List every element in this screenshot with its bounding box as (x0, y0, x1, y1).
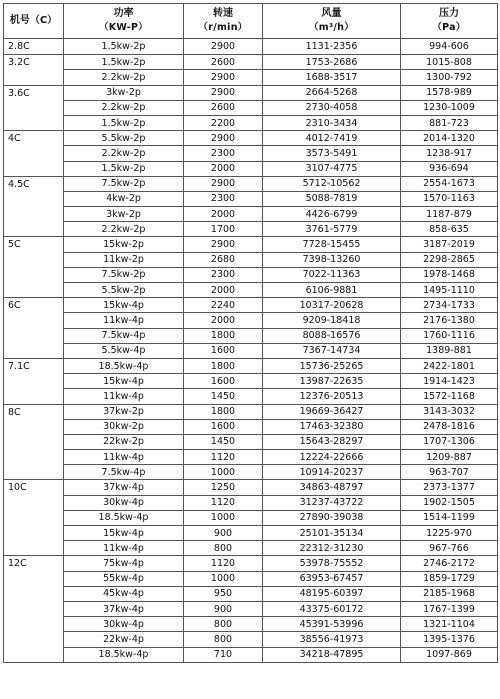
speed-cell: 2300 (184, 191, 263, 206)
header-pressure (401, 4, 498, 39)
power-cell: 2.2kw-2p (64, 100, 184, 115)
pressure-cell: 963-707 (401, 465, 498, 480)
speed-cell: 2000 (184, 283, 263, 298)
table-row (4, 617, 498, 632)
power-cell: 15kw-2p (64, 237, 184, 252)
fan-spec-table (3, 3, 498, 663)
table-row (4, 222, 498, 237)
flow-cell: 4012-7419 (263, 131, 401, 146)
model-cell: 2.8C (4, 39, 64, 55)
table-row (4, 434, 498, 449)
table-row (4, 419, 498, 434)
flow-cell: 7728-15455 (263, 237, 401, 252)
speed-cell: 1700 (184, 222, 263, 237)
model-cell: 3.6C (4, 85, 64, 131)
flow-cell: 7367-14734 (263, 343, 401, 358)
speed-cell: 1450 (184, 389, 263, 404)
speed-cell: 1800 (184, 358, 263, 373)
table-row (4, 601, 498, 616)
speed-cell: 1600 (184, 419, 263, 434)
flow-cell: 12224-22666 (263, 450, 401, 465)
table-row (4, 237, 498, 252)
power-cell: 30kw-4p (64, 617, 184, 632)
table-body (4, 39, 498, 663)
header-speed (184, 4, 263, 39)
flow-cell: 7398-13260 (263, 252, 401, 267)
table-row (4, 252, 498, 267)
power-cell: 4kw-2p (64, 191, 184, 206)
speed-cell: 2300 (184, 146, 263, 161)
table-row (4, 191, 498, 206)
speed-cell: 1000 (184, 465, 263, 480)
power-cell: 30kw-2p (64, 419, 184, 434)
flow-cell: 25101-35134 (263, 526, 401, 541)
flow-cell: 9209-18418 (263, 313, 401, 328)
table-row (4, 450, 498, 465)
pressure-cell: 1767-1399 (401, 601, 498, 616)
pressure-cell: 1300-792 (401, 70, 498, 85)
table-row (4, 115, 498, 130)
speed-cell: 2000 (184, 313, 263, 328)
flow-cell: 43375-60172 (263, 601, 401, 616)
power-cell: 2.2kw-2p (64, 222, 184, 237)
speed-cell: 2900 (184, 70, 263, 85)
pressure-cell: 881-723 (401, 115, 498, 130)
table-row (4, 495, 498, 510)
speed-cell: 1120 (184, 556, 263, 571)
power-cell: 37kw-4p (64, 480, 184, 495)
pressure-cell: 1225-970 (401, 526, 498, 541)
power-cell: 45kw-4p (64, 586, 184, 601)
speed-cell: 710 (184, 647, 263, 662)
power-cell: 18.5kw-4p (64, 358, 184, 373)
pressure-cell: 1389-881 (401, 343, 498, 358)
flow-cell: 15736-25265 (263, 358, 401, 373)
speed-cell: 1450 (184, 434, 263, 449)
power-cell: 15kw-4p (64, 526, 184, 541)
flow-cell: 2664-5268 (263, 85, 401, 100)
table-row (4, 100, 498, 115)
flow-cell: 10914-20237 (263, 465, 401, 480)
power-cell: 2.2kw-2p (64, 146, 184, 161)
header-pressure-unit: （Pa） (432, 22, 466, 33)
header-pressure-label: 压力 (439, 8, 459, 19)
speed-cell: 2900 (184, 131, 263, 146)
power-cell: 3kw-2p (64, 85, 184, 100)
table-row (4, 465, 498, 480)
power-cell: 11kw-4p (64, 450, 184, 465)
flow-cell: 3761-5779 (263, 222, 401, 237)
speed-cell: 1120 (184, 450, 263, 465)
pressure-cell: 2014-1320 (401, 131, 498, 146)
speed-cell: 2240 (184, 298, 263, 313)
pressure-cell: 1902-1505 (401, 495, 498, 510)
power-cell: 75kw-4p (64, 556, 184, 571)
power-cell: 7.5kw-2p (64, 176, 184, 191)
speed-cell: 1800 (184, 328, 263, 343)
table-row (4, 55, 498, 70)
speed-cell: 950 (184, 586, 263, 601)
speed-cell: 2000 (184, 161, 263, 176)
pressure-cell: 2176-1380 (401, 313, 498, 328)
pressure-cell: 1859-1729 (401, 571, 498, 586)
pressure-cell: 1209-887 (401, 450, 498, 465)
speed-cell: 800 (184, 541, 263, 556)
speed-cell: 1800 (184, 404, 263, 419)
flow-cell: 3573-5491 (263, 146, 401, 161)
power-cell: 2.2kw-2p (64, 70, 184, 85)
pressure-cell: 1187-879 (401, 207, 498, 222)
header-power (64, 4, 184, 39)
speed-cell: 1120 (184, 495, 263, 510)
pressure-cell: 967-766 (401, 541, 498, 556)
table-row (4, 374, 498, 389)
table-row (4, 480, 498, 495)
pressure-cell: 1570-1163 (401, 191, 498, 206)
speed-cell: 1000 (184, 571, 263, 586)
pressure-cell: 1578-989 (401, 85, 498, 100)
power-cell: 1.5kw-2p (64, 115, 184, 130)
speed-cell: 2900 (184, 237, 263, 252)
flow-cell: 34218-47895 (263, 647, 401, 662)
flow-cell: 63953-67457 (263, 571, 401, 586)
flow-cell: 38556-41973 (263, 632, 401, 647)
flow-cell: 1688-3517 (263, 70, 401, 85)
header-model-label: 机号（C） (9, 15, 58, 26)
power-cell: 7.5kw-4p (64, 328, 184, 343)
pressure-cell: 1707-1306 (401, 434, 498, 449)
pressure-cell: 2422-1801 (401, 358, 498, 373)
pressure-cell: 2554-1673 (401, 176, 498, 191)
power-cell: 18.5kw-4p (64, 510, 184, 525)
table-row (4, 131, 498, 146)
table-row (4, 267, 498, 282)
flow-cell: 12376-20513 (263, 389, 401, 404)
speed-cell: 1000 (184, 510, 263, 525)
flow-cell: 5712-10562 (263, 176, 401, 191)
pressure-cell: 2298-2865 (401, 252, 498, 267)
power-cell: 1.5kw-2p (64, 55, 184, 70)
table-row (4, 541, 498, 556)
table-row (4, 586, 498, 601)
table-row (4, 146, 498, 161)
model-cell: 5C (4, 237, 64, 298)
speed-cell: 800 (184, 617, 263, 632)
pressure-cell: 1514-1199 (401, 510, 498, 525)
header-flow (263, 4, 401, 39)
table-row (4, 571, 498, 586)
pressure-cell: 2478-1816 (401, 419, 498, 434)
flow-cell: 4426-6799 (263, 207, 401, 222)
power-cell: 5.5kw-4p (64, 343, 184, 358)
flow-cell: 2730-4058 (263, 100, 401, 115)
model-cell: 4.5C (4, 176, 64, 237)
header-speed-label: 转速 (213, 8, 233, 19)
speed-cell: 2300 (184, 267, 263, 282)
flow-cell: 27890-39038 (263, 510, 401, 525)
pressure-cell: 1321-1104 (401, 617, 498, 632)
flow-cell: 45391-53996 (263, 617, 401, 632)
header-flow-unit: （m³/h） (308, 22, 355, 33)
header-speed-unit: （r/min） (198, 22, 248, 33)
power-cell: 3kw-2p (64, 207, 184, 222)
speed-cell: 1250 (184, 480, 263, 495)
power-cell: 5.5kw-2p (64, 131, 184, 146)
flow-cell: 53978-75552 (263, 556, 401, 571)
pressure-cell: 1572-1168 (401, 389, 498, 404)
pressure-cell: 1238-917 (401, 146, 498, 161)
pressure-cell: 1914-1423 (401, 374, 498, 389)
table-row (4, 510, 498, 525)
table-row (4, 358, 498, 373)
speed-cell: 2900 (184, 39, 263, 55)
pressure-cell: 858-635 (401, 222, 498, 237)
speed-cell: 2000 (184, 207, 263, 222)
flow-cell: 17463-32380 (263, 419, 401, 434)
power-cell: 7.5kw-2p (64, 267, 184, 282)
power-cell: 11kw-2p (64, 252, 184, 267)
table-row (4, 404, 498, 419)
power-cell: 37kw-4p (64, 601, 184, 616)
pressure-cell: 994-606 (401, 39, 498, 55)
pressure-cell: 3143-3032 (401, 404, 498, 419)
pressure-cell: 2734-1733 (401, 298, 498, 313)
table-row (4, 556, 498, 571)
table-row (4, 328, 498, 343)
table-row (4, 207, 498, 222)
power-cell: 37kw-2p (64, 404, 184, 419)
model-cell: 12C (4, 556, 64, 662)
power-cell: 11kw-4p (64, 313, 184, 328)
pressure-cell: 2746-2172 (401, 556, 498, 571)
power-cell: 11kw-4p (64, 389, 184, 404)
pressure-cell: 3187-2019 (401, 237, 498, 252)
power-cell: 15kw-4p (64, 298, 184, 313)
header-model (4, 4, 64, 39)
flow-cell: 1753-2686 (263, 55, 401, 70)
power-cell: 1.5kw-2p (64, 39, 184, 55)
speed-cell: 2900 (184, 85, 263, 100)
power-cell: 15kw-4p (64, 374, 184, 389)
model-cell: 10C (4, 480, 64, 556)
power-cell: 30kw-4p (64, 495, 184, 510)
pressure-cell: 1760-1116 (401, 328, 498, 343)
pressure-cell: 1395-1376 (401, 632, 498, 647)
speed-cell: 2600 (184, 55, 263, 70)
flow-cell: 5088-7819 (263, 191, 401, 206)
table-row (4, 313, 498, 328)
speed-cell: 2200 (184, 115, 263, 130)
flow-cell: 2310-3434 (263, 115, 401, 130)
table-row (4, 283, 498, 298)
pressure-cell: 2373-1377 (401, 480, 498, 495)
table-row (4, 526, 498, 541)
flow-cell: 15643-28297 (263, 434, 401, 449)
speed-cell: 800 (184, 632, 263, 647)
table-row (4, 343, 498, 358)
header-power-unit: （KW-P） (98, 22, 149, 33)
header-power-label: 功率 (113, 8, 134, 19)
header-flow-label: 风量 (321, 8, 342, 19)
speed-cell: 2600 (184, 100, 263, 115)
pressure-cell: 1495-1110 (401, 283, 498, 298)
power-cell: 5.5kw-2p (64, 283, 184, 298)
speed-cell: 2900 (184, 176, 263, 191)
table-row (4, 39, 498, 55)
flow-cell: 34863-48797 (263, 480, 401, 495)
flow-cell: 31237-43722 (263, 495, 401, 510)
flow-cell: 3107-4775 (263, 161, 401, 176)
speed-cell: 2680 (184, 252, 263, 267)
model-cell: 6C (4, 298, 64, 359)
pressure-cell: 936-694 (401, 161, 498, 176)
model-cell: 8C (4, 404, 64, 480)
speed-cell: 900 (184, 601, 263, 616)
table-row (4, 176, 498, 191)
flow-cell: 48195-60397 (263, 586, 401, 601)
table-row (4, 389, 498, 404)
table-row (4, 647, 498, 662)
flow-cell: 22312-31230 (263, 541, 401, 556)
power-cell: 55kw-4p (64, 571, 184, 586)
table-row (4, 70, 498, 85)
flow-cell: 7022-11363 (263, 267, 401, 282)
table-row (4, 85, 498, 100)
power-cell: 22kw-2p (64, 434, 184, 449)
pressure-cell: 1978-1468 (401, 267, 498, 282)
model-cell: 3.2C (4, 55, 64, 85)
model-cell: 4C (4, 131, 64, 177)
model-cell: 7.1C (4, 358, 64, 404)
power-cell: 22kw-4p (64, 632, 184, 647)
flow-cell: 19669-36427 (263, 404, 401, 419)
table-row (4, 632, 498, 647)
pressure-cell: 1015-808 (401, 55, 498, 70)
flow-cell: 1131-2356 (263, 39, 401, 55)
speed-cell: 1600 (184, 343, 263, 358)
header-row (4, 4, 498, 39)
pressure-cell: 1097-869 (401, 647, 498, 662)
table-row (4, 161, 498, 176)
flow-cell: 13987-22635 (263, 374, 401, 389)
pressure-cell: 2185-1968 (401, 586, 498, 601)
power-cell: 1.5kw-2p (64, 161, 184, 176)
flow-cell: 10317-20628 (263, 298, 401, 313)
fan-spec-table-container (3, 3, 497, 663)
table-row (4, 298, 498, 313)
speed-cell: 1600 (184, 374, 263, 389)
power-cell: 11kw-4p (64, 541, 184, 556)
power-cell: 18.5kw-4p (64, 647, 184, 662)
power-cell: 7.5kw-4p (64, 465, 184, 480)
speed-cell: 900 (184, 526, 263, 541)
flow-cell: 6106-9881 (263, 283, 401, 298)
pressure-cell: 1230-1009 (401, 100, 498, 115)
flow-cell: 8088-16576 (263, 328, 401, 343)
